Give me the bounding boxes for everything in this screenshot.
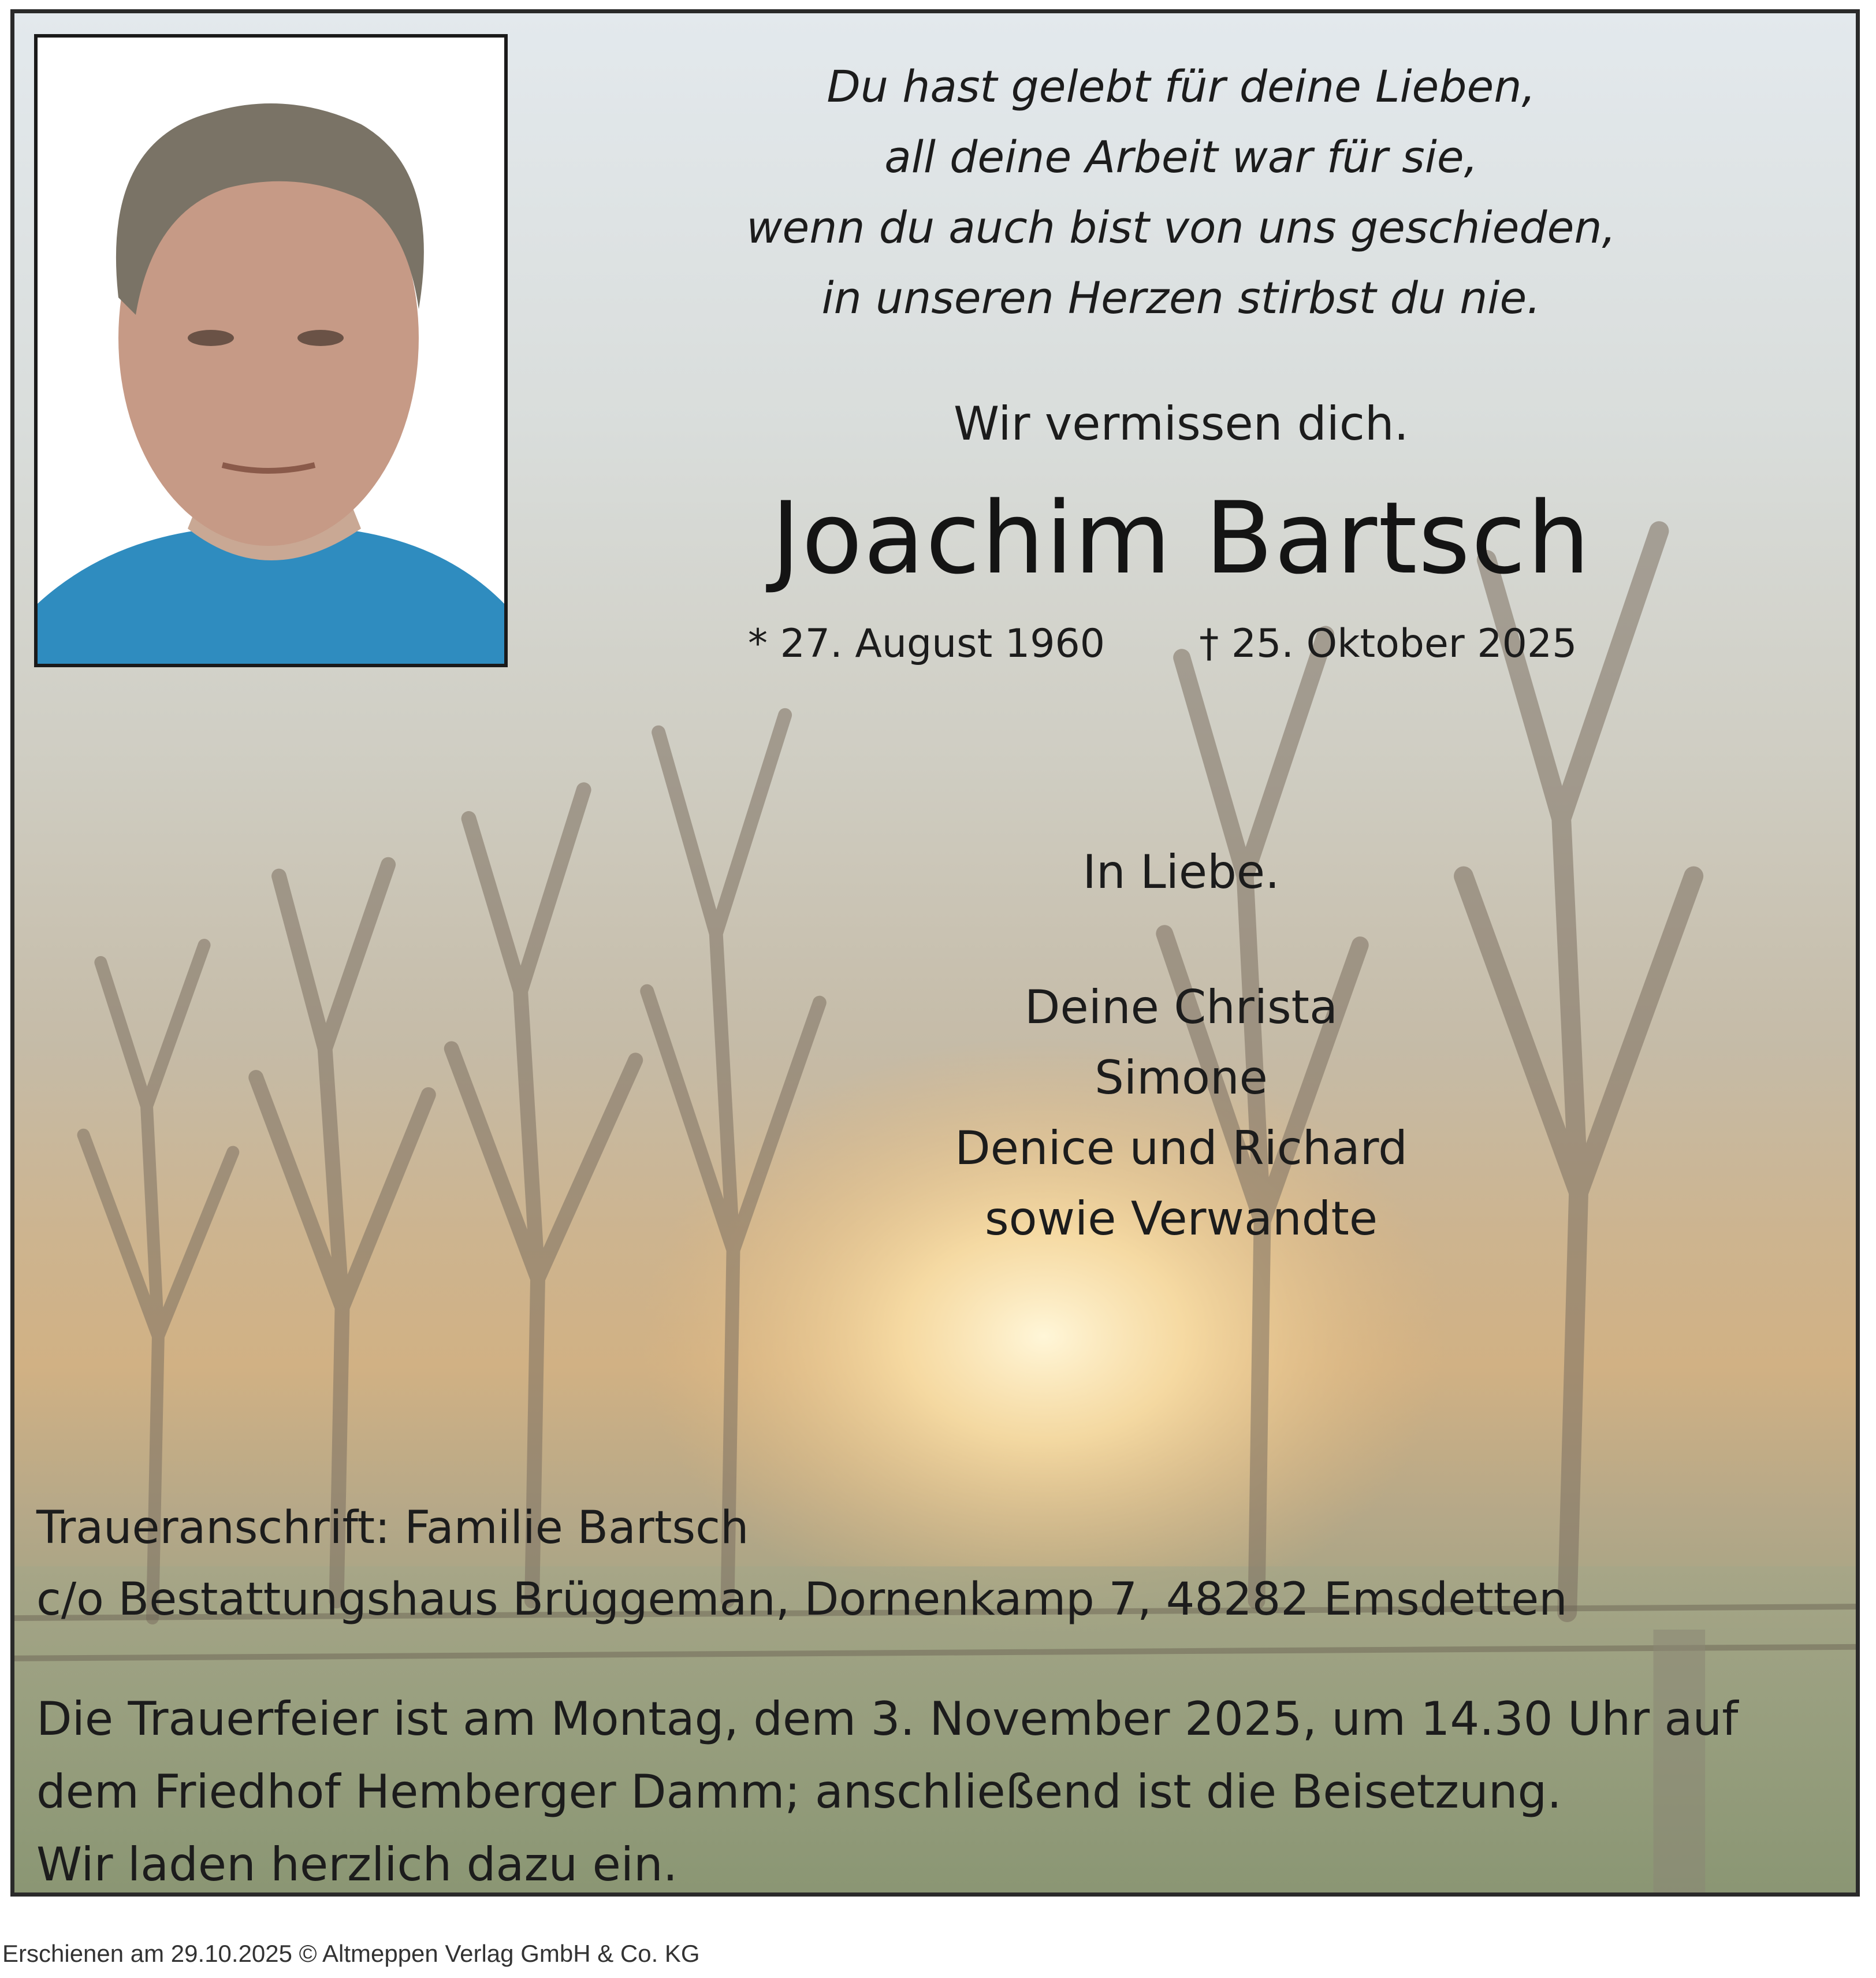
memorial-verse xyxy=(708,51,1655,333)
family-signature xyxy=(708,972,1655,1254)
verse-line: wenn du auch bist von uns geschieden, xyxy=(746,202,1616,253)
missing-line: Wir vermissen dich. xyxy=(954,397,1409,451)
address-line: Traueranschrift: Familie Bartsch xyxy=(36,1502,749,1554)
family-member: Simone xyxy=(1095,1051,1268,1105)
verse-line: all deine Arbeit war für sie, xyxy=(884,131,1478,183)
ceremony-line: dem Friedhof Hemberger Damm; anschließend ist die Beisetzung. xyxy=(36,1765,1562,1819)
verse-line: Du hast gelebt für deine Lieben, xyxy=(827,61,1536,112)
family-member: sowie Verwandte xyxy=(984,1192,1378,1245)
verse-line: in unseren Herzen stirbst du nie. xyxy=(821,272,1541,324)
portrait-photo xyxy=(34,34,508,667)
love-line: In Liebe. xyxy=(1082,845,1280,899)
ceremony-notice xyxy=(36,1683,1738,1897)
family-member: Denice und Richard xyxy=(955,1121,1408,1175)
deceased-name: Joachim Bartsch xyxy=(771,480,1591,596)
obituary-card xyxy=(10,9,1860,1897)
publication-footer: Erschienen am 29.10.2025 © Altmeppen Verlag GmbH & Co. KG xyxy=(2,1940,700,1967)
ceremony-line: Die Trauerfeier ist am Montag, dem 3. November 2025, um 14.30 Uhr auf xyxy=(36,1692,1739,1746)
address-line: c/o Bestattungshaus Brüggeman, Dornenkamp 7, 48282 Emsdetten xyxy=(36,1574,1568,1626)
family-member: Deine Christa xyxy=(1024,980,1338,1034)
life-dates xyxy=(748,621,1649,667)
death-date: † 25. Oktober 2025 xyxy=(1199,621,1577,667)
ceremony-line: Wir laden herzlich dazu ein. xyxy=(36,1838,678,1891)
mourning-address xyxy=(36,1492,1568,1635)
birth-date: * 27. August 1960 xyxy=(748,621,1106,667)
